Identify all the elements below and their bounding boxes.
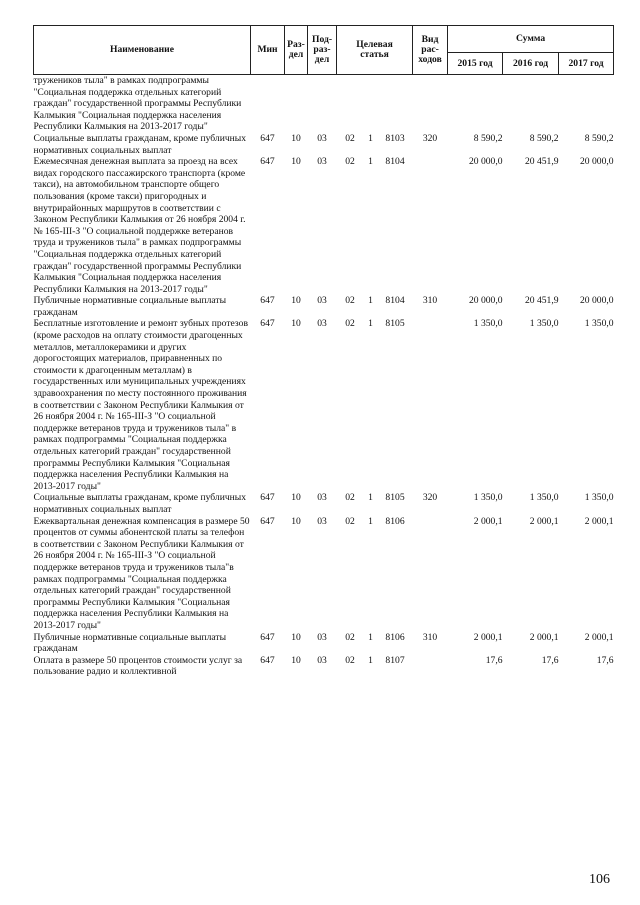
row-vid: 310	[422, 295, 438, 307]
row-cs-program	[337, 75, 364, 133]
row-sum-2016: 20 451,9	[524, 295, 559, 307]
row-sum-2015: 2 000,1	[473, 631, 503, 643]
row-cs-program: 02	[345, 492, 355, 504]
row-cs-code: 8105	[385, 492, 405, 504]
row-cs-subprogram: 1	[368, 295, 373, 307]
row-podrazdel: 03	[317, 318, 327, 330]
row-cs-subprogram: 1	[368, 492, 373, 504]
row-podrazdel: 03	[317, 132, 327, 144]
row-vid	[413, 156, 448, 295]
row-sum-2016: 1 350,0	[529, 318, 559, 330]
row-sum-2015: 8 590,2	[473, 132, 503, 144]
row-name: тружеников тыла" в рамках подпрограммы "Социальная поддержка отдельных категорий граждан" государственной программы Республики Калмыкия "Социальная поддержка населения Республики Калмыкия на 2013-2017 годы"	[33, 75, 242, 133]
row-cs-code: 8106	[385, 515, 405, 527]
table-row	[34, 632, 614, 655]
table-row	[34, 75, 614, 133]
row-vid	[413, 655, 448, 678]
row-name: Оплата в размере 50 процентов стоимости услуг за пользование радио и коллективной	[33, 654, 243, 678]
row-razdel: 10	[291, 654, 301, 666]
row-razdel: 10	[291, 631, 301, 643]
row-min: 647	[260, 654, 275, 666]
row-podrazdel: 03	[317, 295, 327, 307]
budget-table	[33, 25, 614, 678]
row-cs-subprogram: 1	[368, 515, 373, 527]
row-sum-2017: 2 000,1	[584, 631, 614, 643]
row-min: 647	[260, 132, 275, 144]
row-min	[251, 75, 285, 133]
row-sum-2015: 1 350,0	[473, 318, 503, 330]
row-sum-2015: 17,6	[485, 654, 503, 666]
row-razdel: 10	[291, 492, 301, 504]
row-cs-code: 8104	[385, 156, 405, 168]
row-sum-2017	[559, 75, 614, 133]
row-vid: 310	[422, 631, 438, 643]
row-cs-subprogram: 1	[368, 156, 373, 168]
row-vid: 320	[422, 492, 438, 504]
row-razdel: 10	[291, 515, 301, 527]
row-vid	[413, 318, 448, 492]
header-2017: 2017 год	[559, 53, 614, 75]
row-sum-2016: 2 000,1	[529, 515, 559, 527]
row-name: Ежеквартальная денежная компенсация в размере 50 процентов от суммы абонентской платы за телефон в соответствии с Законом Республики Калмыкия от 26 ноября 2004 г. № 165-III-З "О социальной поддержке ветеранов труда и тружеников тыла"в рамках подпрограммы "Социальная поддержка отдельных категорий граждан" государственной программы Республики Калмыкия "Социальная поддержка населения Республики Калмыкия на 2013-2017 годы"	[33, 515, 250, 631]
row-sum-2016	[503, 75, 559, 133]
row-min: 647	[260, 156, 275, 168]
row-cs-program: 02	[345, 631, 355, 643]
row-podrazdel: 03	[317, 492, 327, 504]
row-cs-code: 8103	[385, 132, 405, 144]
row-sum-2017: 20 000,0	[579, 295, 614, 307]
row-sum-2015: 2 000,1	[473, 515, 503, 527]
row-podrazdel: 03	[317, 631, 327, 643]
row-podrazdel: 03	[317, 654, 327, 666]
header-2015: 2015 год	[448, 53, 503, 75]
header-min: Мин	[251, 26, 285, 75]
row-razdel: 10	[291, 318, 301, 330]
row-sum-2016: 8 590,2	[529, 132, 559, 144]
row-min: 647	[260, 515, 275, 527]
row-vid	[413, 516, 448, 632]
row-name: Социальные выплаты гражданам, кроме публичных нормативных социальных выплат	[33, 132, 247, 156]
row-cs-program: 02	[345, 156, 355, 168]
row-razdel: 10	[291, 295, 301, 307]
row-min: 647	[260, 631, 275, 643]
row-razdel: 10	[291, 156, 301, 168]
header-podrazdel: Под- раз- дел	[308, 26, 337, 75]
row-cs-subprogram: 1	[368, 654, 373, 666]
row-sum-2015: 1 350,0	[473, 492, 503, 504]
row-sum-2017: 2 000,1	[584, 515, 614, 527]
row-sum-2015	[448, 75, 503, 133]
row-cs-code: 8104	[385, 295, 405, 307]
page-number: 106	[589, 872, 610, 887]
row-sum-2017: 1 350,0	[584, 318, 614, 330]
table-row	[34, 133, 614, 156]
row-cs-program: 02	[345, 318, 355, 330]
row-sum-2016: 17,6	[541, 654, 559, 666]
row-sum-2016: 2 000,1	[529, 631, 559, 643]
row-sum-2017: 17,6	[596, 654, 614, 666]
row-name: Бесплатные изготовление и ремонт зубных протезов (кроме расходов на оплату стоимости драгоценных металлов, металлокерамики и других дорогостоящих материалов, приравненных по стоимости к драгоценным металлам) в государственных или муниципальных учреждениях здравоохранения по месту постоянного проживания в соответствии с Законом Республики Калмыкия от 26 ноября 2004 г. № 165-III-З "О социальной поддержке ветеранов труда и тружеников тыла" в рамках подпрограммы "Социальная поддержка отдельных категорий граждан" государственной программы Республики Калмыкия "Социальная поддержка населения Республики Калмыкия на 2013-2017 годы"	[33, 318, 248, 492]
row-cs-subprogram: 1	[368, 631, 373, 643]
row-sum-2015: 20 000,0	[468, 156, 503, 168]
header-summa: Сумма	[448, 26, 614, 53]
header-2016: 2016 год	[503, 53, 559, 75]
row-cs-code: 8107	[385, 654, 405, 666]
table-row	[34, 516, 614, 632]
row-sum-2016: 1 350,0	[529, 492, 559, 504]
row-name: Ежемесячная денежная выплата за проезд на всех видах городского пассажирского транспорта (кроме такси), на автомобильном транспорте общего пользования (кроме такси) пригородных и внутрирайонных маршрутов в соответствии с Законом Республики Калмыкия от 26 ноября 2004 г. № 165-III-З "О социальной поддержке ветеранов труда и тружеников тыла" в рамках подпрограммы "Социальная поддержка отдельных категорий граждан" государственной программы Республики Калмыкия "Социальная поддержка населения Республики Калмыкия на 2013-2017 годы"	[33, 156, 246, 295]
row-cs-subprogram	[364, 75, 378, 133]
row-razdel: 10	[291, 132, 301, 144]
row-name: Публичные нормативные социальные выплаты гражданам	[33, 295, 227, 318]
table-row	[34, 655, 614, 678]
row-podrazdel	[308, 75, 337, 133]
row-sum-2015: 20 000,0	[468, 295, 503, 307]
table-row	[34, 318, 614, 492]
table-row	[34, 156, 614, 295]
row-sum-2016: 20 451,9	[524, 156, 559, 168]
row-cs-code	[378, 75, 413, 133]
row-cs-subprogram: 1	[368, 318, 373, 330]
table-row	[34, 492, 614, 515]
row-sum-2017: 1 350,0	[584, 492, 614, 504]
row-cs-program: 02	[345, 654, 355, 666]
row-cs-subprogram: 1	[368, 132, 373, 144]
row-cs-code: 8105	[385, 318, 405, 330]
header-celevaya-statya: Целевая статья	[337, 26, 413, 75]
row-podrazdel: 03	[317, 156, 327, 168]
row-vid	[413, 75, 448, 133]
row-cs-program: 02	[345, 515, 355, 527]
row-vid: 320	[422, 132, 438, 144]
table-row	[34, 295, 614, 318]
row-cs-code: 8106	[385, 631, 405, 643]
row-sum-2017: 20 000,0	[579, 156, 614, 168]
table-body	[34, 75, 614, 678]
header-razdel: Раз- дел	[285, 26, 308, 75]
row-min: 647	[260, 318, 275, 330]
header-vid-rashodov: Вид рас- ходов	[413, 26, 448, 75]
row-min: 647	[260, 295, 275, 307]
row-sum-2017: 8 590,2	[584, 132, 614, 144]
row-podrazdel: 03	[317, 515, 327, 527]
row-min: 647	[260, 492, 275, 504]
row-razdel	[285, 75, 308, 133]
row-cs-program: 02	[345, 295, 355, 307]
header-name: Наименование	[34, 26, 251, 75]
row-name: Социальные выплаты гражданам, кроме публичных нормативных социальных выплат	[33, 492, 247, 515]
row-cs-program: 02	[345, 132, 355, 144]
row-name: Публичные нормативные социальные выплаты гражданам	[33, 631, 227, 655]
